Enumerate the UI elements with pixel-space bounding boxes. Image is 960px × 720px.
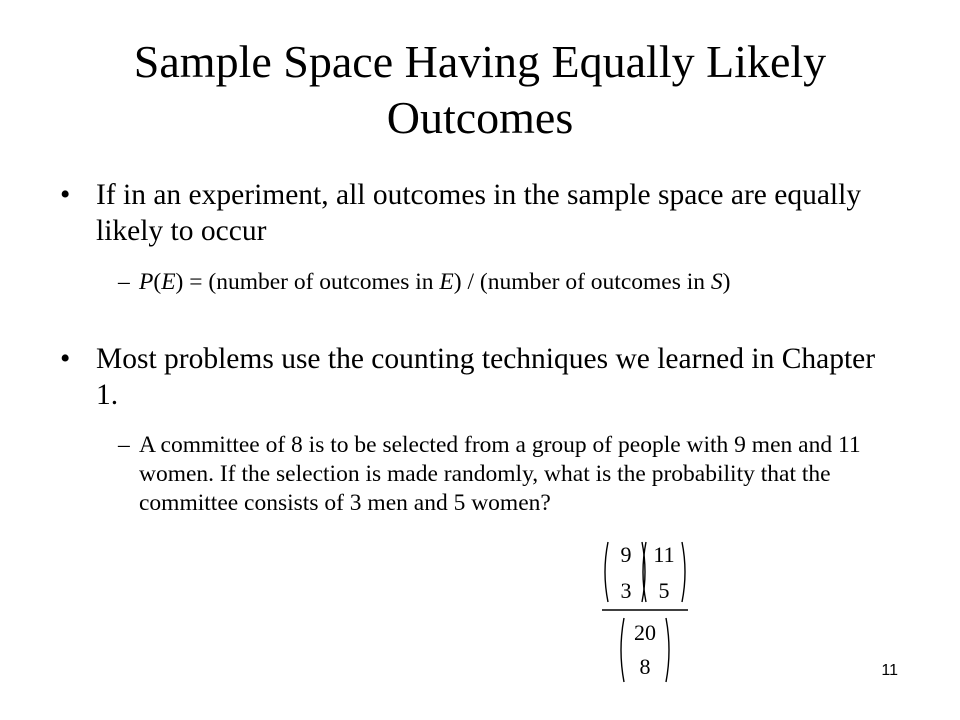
formula-den-bottom: 8 bbox=[639, 654, 651, 679]
var-e: E bbox=[439, 269, 454, 295]
text-part: ) = (number of outcomes in bbox=[175, 269, 440, 295]
probability-formula bbox=[600, 536, 690, 688]
bullet-text: Most problems use the counting techniques we learned in Chapter 1. bbox=[96, 343, 876, 411]
bullet-item-counting-techniques bbox=[60, 341, 896, 413]
sub-item-committee-problem bbox=[118, 431, 894, 518]
paren-open: ( bbox=[153, 269, 162, 295]
formula-num-right-bottom: 5 bbox=[658, 578, 670, 603]
bullet-icon: • bbox=[60, 179, 71, 211]
formula-den-top: 20 bbox=[634, 620, 656, 645]
dash-icon: – bbox=[118, 269, 130, 295]
slide-title: Sample Space Having Equally Likely Outcomes bbox=[133, 36, 827, 143]
page-number: 11 bbox=[881, 662, 898, 679]
text-part: ) / (number of outcomes in bbox=[453, 269, 711, 295]
bullet-item-equally-likely bbox=[60, 177, 896, 249]
dash-icon: – bbox=[118, 432, 130, 458]
formula-num-left-top: 9 bbox=[620, 542, 632, 567]
text-part: ) bbox=[722, 269, 731, 295]
formula-num-left-bottom: 3 bbox=[620, 578, 632, 603]
sub-text: A committee of 8 is to be selected from a group of people with 9 men and 11 women. If the selection is made randomly, what is the probability that the committee consists of 3 men and 5 women? bbox=[139, 432, 861, 516]
sub-item-probability-formula bbox=[118, 268, 894, 297]
formula-num-right-top: 11 bbox=[653, 542, 675, 567]
var-p: P bbox=[139, 269, 154, 295]
var-s: S bbox=[710, 269, 723, 295]
sub-text bbox=[139, 269, 730, 295]
bullet-icon: • bbox=[60, 343, 71, 375]
var-e: E bbox=[161, 269, 176, 295]
bullet-text: If in an experiment, all outcomes in the sample space are equally likely to occur bbox=[96, 179, 862, 247]
